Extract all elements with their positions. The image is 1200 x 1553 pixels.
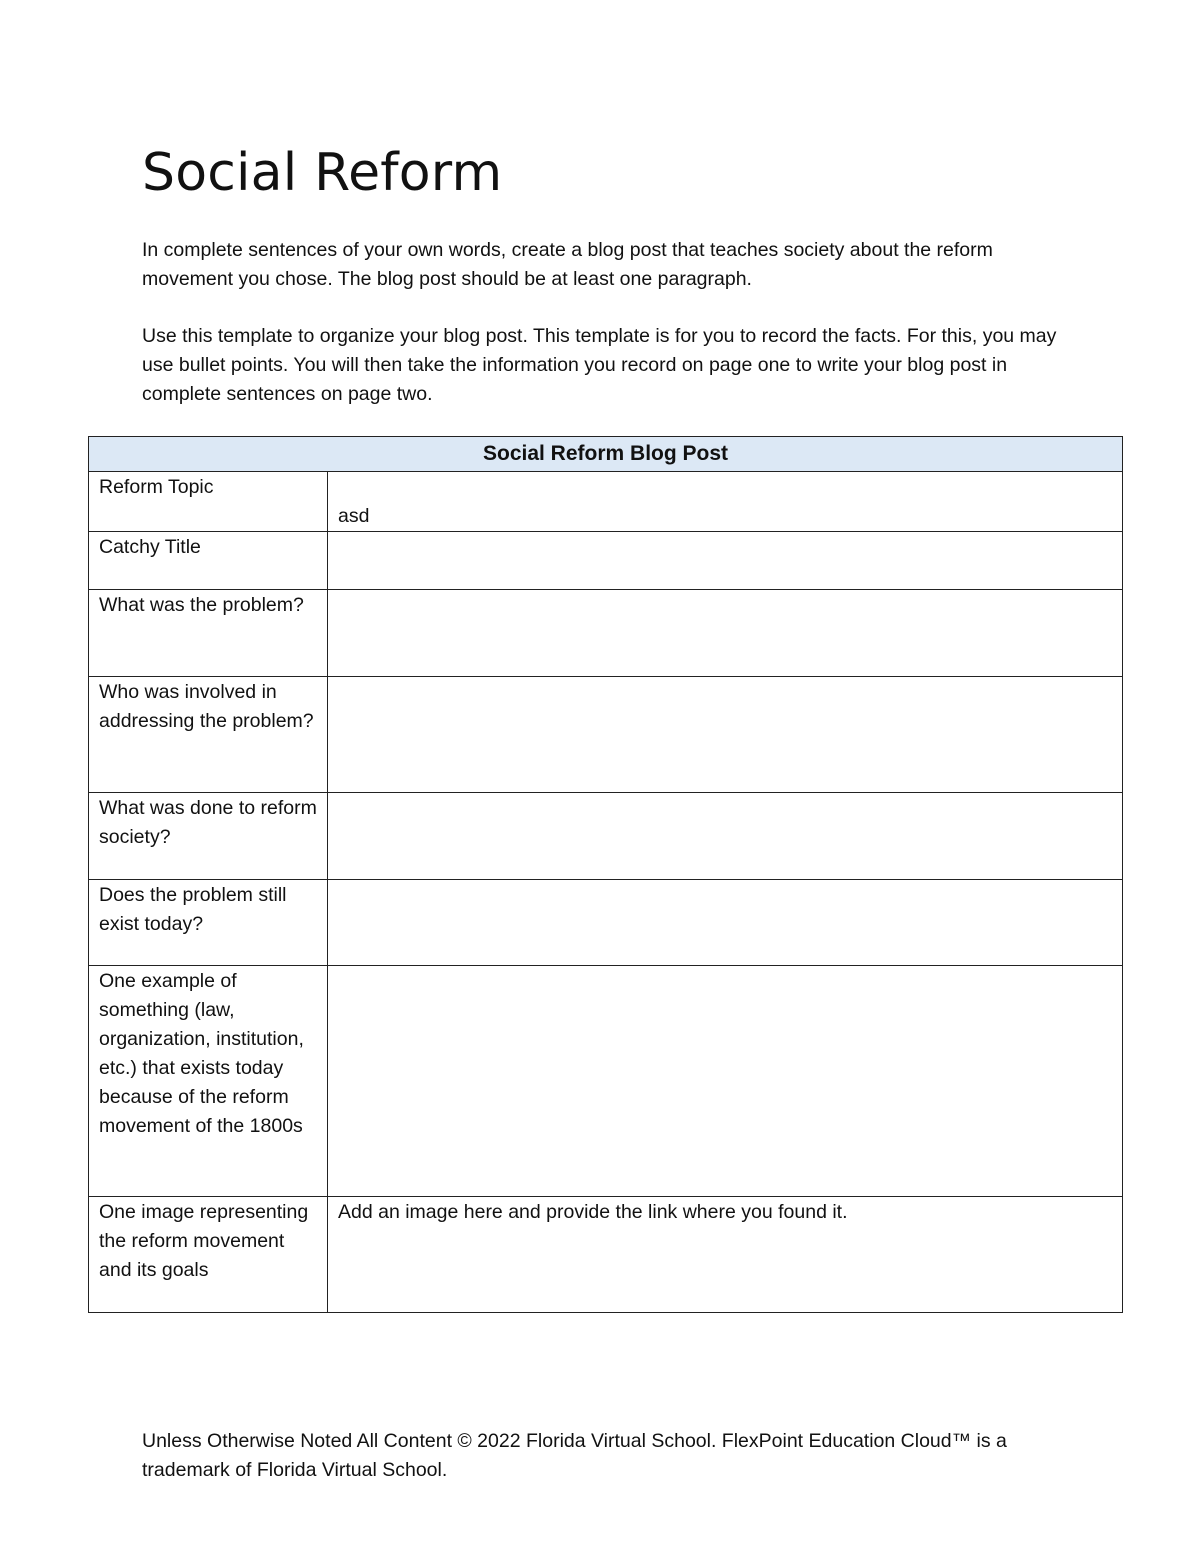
copyright-footer: Unless Otherwise Noted All Content © 2022 Florida Virtual School. FlexPoint Education Cloud™ is a trademark of Florida Virtual School. [142,1430,1007,1481]
answer-cell-what-was-done[interactable] [328,793,1123,880]
answer-cell-example[interactable] [328,966,1123,1197]
answer-cell-reform-topic[interactable] [328,472,1123,532]
table-row-what-was-done [89,793,1123,880]
row-label: Reform Topic [89,472,328,532]
table-row-problem [89,590,1123,677]
table-row-who-involved [89,677,1123,793]
table-header: Social Reform Blog Post [89,437,1123,472]
row-label: Catchy Title [89,532,328,590]
row-label: What was done to reform society? [89,793,328,880]
table-row-reform-topic [89,472,1123,532]
blog-post-table [88,436,1123,1313]
table-row-example [89,966,1123,1197]
page-title: Social Reform [142,143,503,203]
answer-cell-problem[interactable] [328,590,1123,677]
row-label: Does the problem still exist today? [89,880,328,966]
answer-cell-catchy-title[interactable] [328,532,1123,590]
answer-cell-still-exist[interactable] [328,880,1123,966]
table-header-row [89,437,1123,472]
table-row-image [89,1197,1123,1313]
row-label: Who was involved in addressing the problem? [89,677,328,793]
answer-text[interactable]: asd [338,505,370,527]
answer-cell-who-involved[interactable] [328,677,1123,793]
row-label: What was the problem? [89,590,328,677]
table-row-still-exist [89,880,1123,966]
row-label: One example of something (law, organization, institution, etc.) that exists today because of the reform movement of the 1800s [89,966,328,1197]
intro-paragraph-1: In complete sentences of your own words, create a blog post that teaches society about the reform movement you chose. The blog post should be at least one paragraph. [142,239,993,290]
intro-paragraph-2: Use this template to organize your blog post. This template is for you to record the facts. For this, you may use bullet points. You will then take the information you record on page one to write your blog post in complete sentences on page two. [142,325,1057,405]
answer-cell-image[interactable]: Add an image here and provide the link where you found it. [328,1197,1123,1313]
table-row-catchy-title [89,532,1123,590]
row-label: One image representing the reform movement and its goals [89,1197,328,1313]
